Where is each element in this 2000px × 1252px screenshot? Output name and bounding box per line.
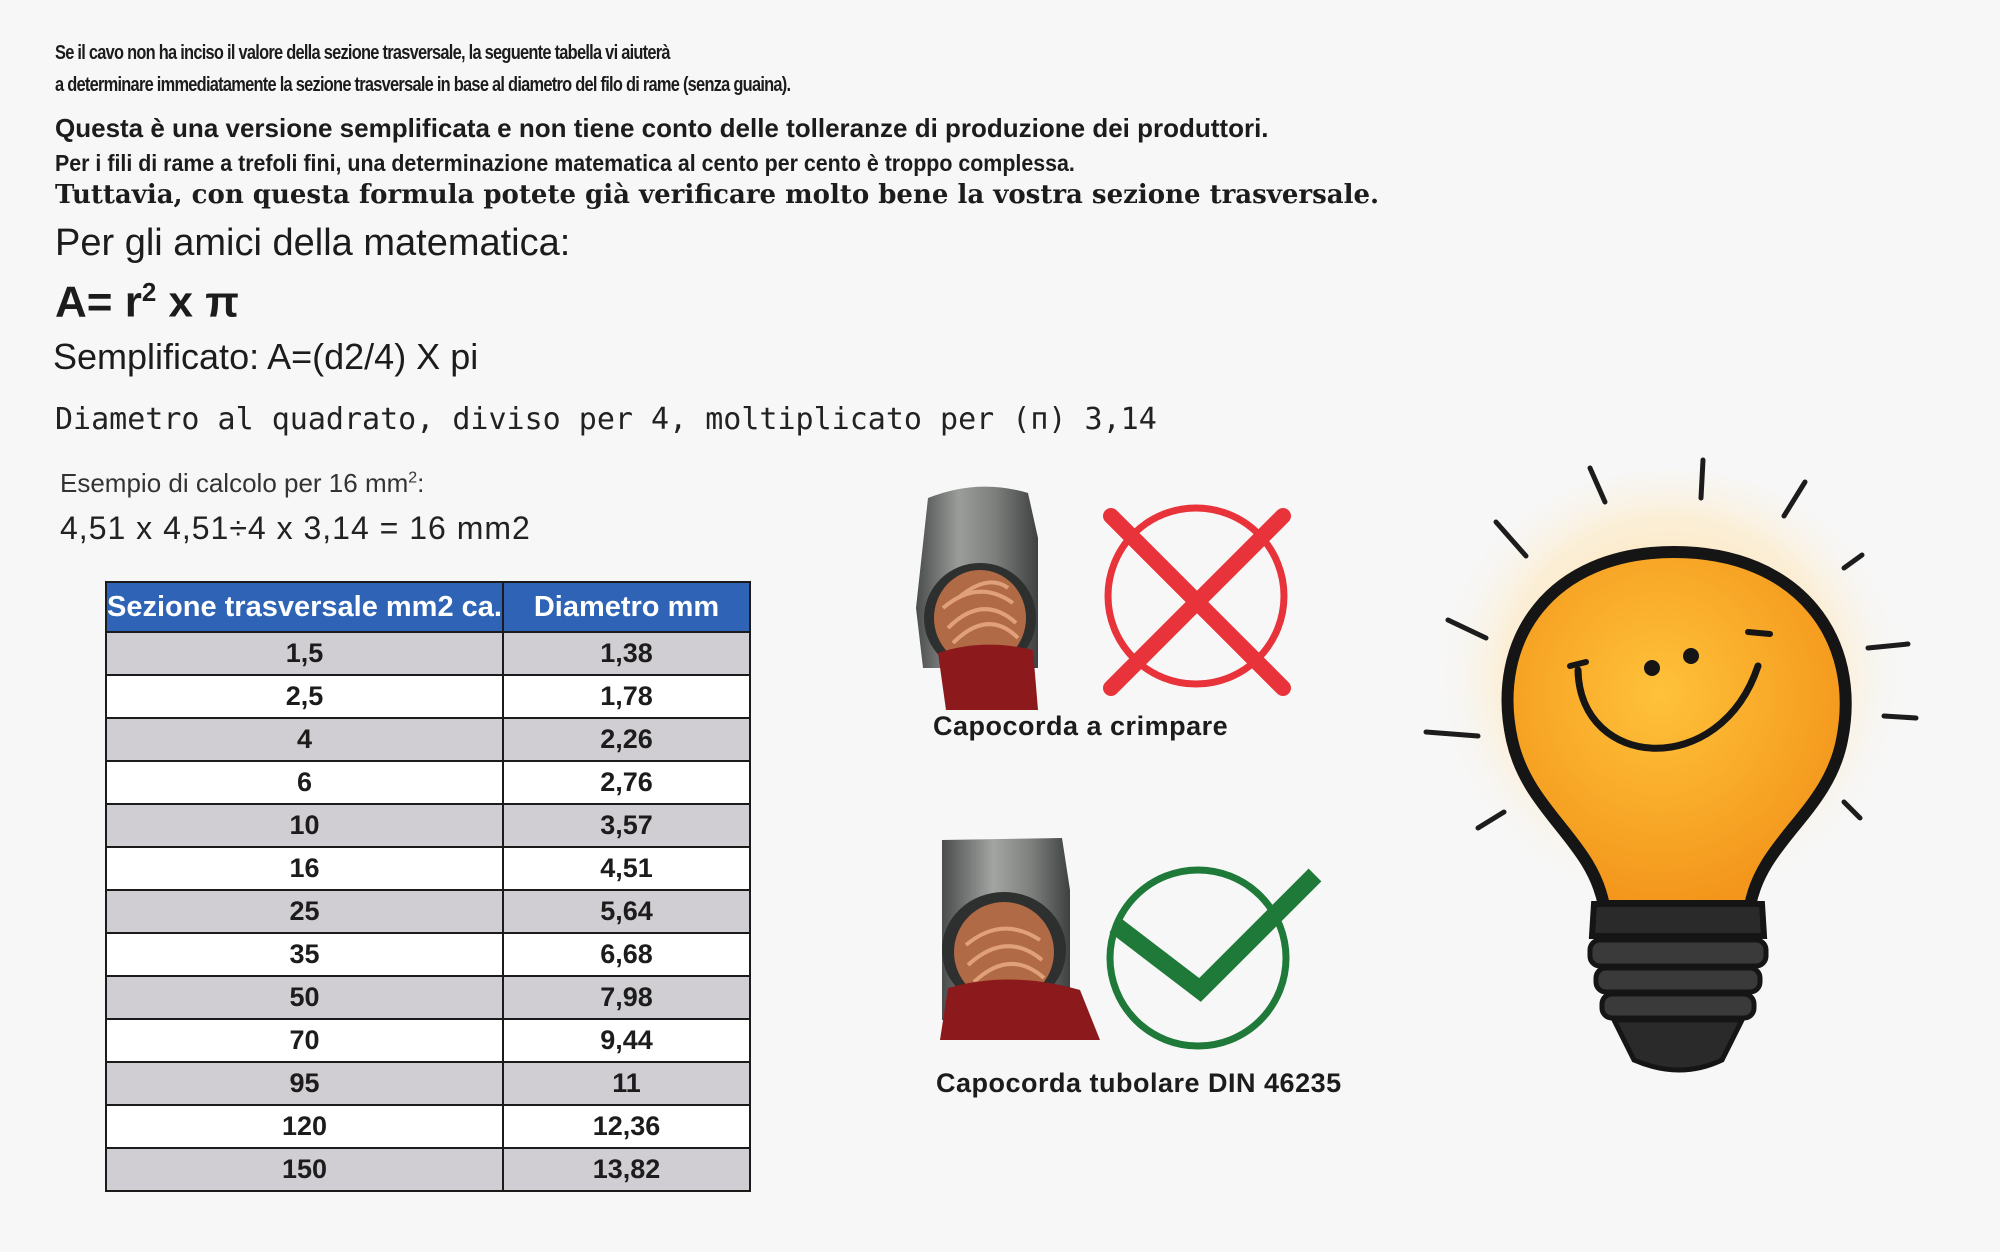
cell-diameter: 13,82 (503, 1148, 750, 1191)
formula-pi: x π (156, 277, 239, 327)
cell-diameter: 7,98 (503, 976, 750, 1019)
table-row (106, 718, 750, 761)
cell-cross-section: 4 (106, 718, 503, 761)
intro-line-1: Se il cavo non ha inciso il valore della sezione trasversale, la seguente tabella vi aiuterà (55, 42, 670, 64)
green-check-icon (1110, 870, 1315, 1046)
table-row (106, 1148, 750, 1191)
cell-diameter: 5,64 (503, 890, 750, 933)
cell-cross-section: 120 (106, 1105, 503, 1148)
table-row (106, 933, 750, 976)
example-label (60, 468, 424, 499)
cell-cross-section: 150 (106, 1148, 503, 1191)
cell-diameter: 11 (503, 1062, 750, 1105)
cell-cross-section: 1,5 (106, 632, 503, 675)
header-cross-section: Sezione trasversale mm2 ca. (106, 582, 503, 632)
simplified-formula: Semplificato: A=(d2/4) X pi (53, 336, 479, 377)
cell-diameter: 1,78 (503, 675, 750, 718)
cell-diameter: 9,44 (503, 1019, 750, 1062)
cell-cross-section: 6 (106, 761, 503, 804)
area-formula (55, 277, 239, 328)
cell-cross-section: 25 (106, 890, 503, 933)
tubular-lug-photo (940, 838, 1100, 1040)
cell-diameter: 2,76 (503, 761, 750, 804)
cell-diameter: 12,36 (503, 1105, 750, 1148)
crimp-lug-photo (916, 487, 1038, 710)
cell-cross-section: 50 (106, 976, 503, 1019)
header-diameter: Diametro mm (503, 582, 750, 632)
table-body (106, 632, 750, 1191)
cell-cross-section: 70 (106, 1019, 503, 1062)
formula-description: Diametro al quadrato, diviso per 4, moltiplicato per (п) 3,14 (55, 402, 1157, 437)
cell-diameter: 6,68 (503, 933, 750, 976)
red-cross-icon (1108, 508, 1284, 688)
table-row (106, 1019, 750, 1062)
table-row (106, 675, 750, 718)
smiling-lightbulb-icon (1400, 440, 1940, 1100)
note-line-1: Questa è una versione semplificata e non tiene conto delle tolleranze di produzione dei produttori. (55, 113, 1269, 143)
cell-cross-section: 16 (106, 847, 503, 890)
cell-cross-section: 2,5 (106, 675, 503, 718)
table-header-row (106, 582, 750, 632)
crimp-lug-illustration (908, 478, 1298, 710)
example-label-exponent: 2 (408, 469, 418, 487)
cell-diameter: 1,38 (503, 632, 750, 675)
tubular-lug-illustration (930, 830, 1330, 1055)
intro-line-2: a determinare immediatamente la sezione trasversale in base al diametro del filo di rame (senza guaina). (55, 74, 791, 96)
table-row (106, 976, 750, 1019)
formula-base: A= r (55, 277, 142, 327)
note-line-2: Per i fili di rame a trefoli fini, una determinazione matematica al cento per cento è troppo complessa. (55, 150, 1075, 176)
table-row (106, 1062, 750, 1105)
table-row (106, 890, 750, 933)
table-row (106, 804, 750, 847)
example-label-text: Esempio di calcolo per 16 mm (60, 468, 409, 498)
note-line-3: Tuttavia, con questa formula potete già verificare molto bene la vostra sezione trasversale. (55, 180, 1380, 210)
bulb-base (1590, 904, 1766, 1070)
cell-diameter: 4,51 (503, 847, 750, 890)
caption-tubular-lug: Capocorda tubolare DIN 46235 (936, 1068, 1342, 1098)
example-label-colon: : (417, 468, 425, 498)
table-row (106, 632, 750, 675)
cell-diameter: 3,57 (503, 804, 750, 847)
caption-crimp-lug: Capocorda a crimpare (933, 711, 1229, 741)
table-row (106, 1105, 750, 1148)
cell-cross-section: 95 (106, 1062, 503, 1105)
cell-cross-section: 10 (106, 804, 503, 847)
table-row (106, 847, 750, 890)
cross-section-table (105, 581, 751, 1192)
example-calculation: 4,51 x 4,51÷4 x 3,14 = 16 mm2 (60, 510, 531, 546)
cell-diameter: 2,26 (503, 718, 750, 761)
cell-cross-section: 35 (106, 933, 503, 976)
formula-exponent: 2 (141, 277, 157, 307)
table-row (106, 761, 750, 804)
math-heading: Per gli amici della matematica: (55, 222, 571, 264)
